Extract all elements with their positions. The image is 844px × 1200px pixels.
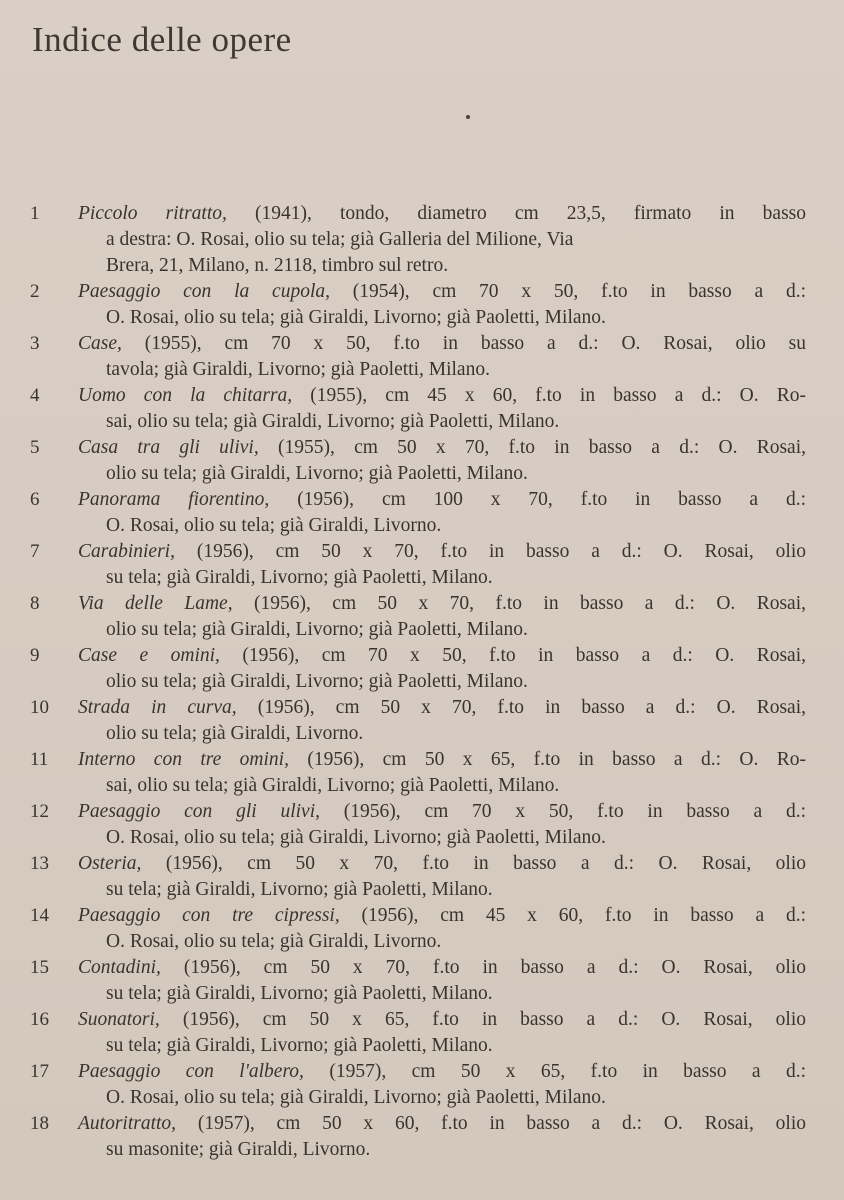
entry-text [78,695,806,747]
entry-title: Paesaggio con la cupola, [78,281,330,302]
entry-details: (1955), cm 45 x 60, f.to in basso a d.: O. Ro- [292,385,806,406]
entry-continuation-line: su masonite; già Giraldi, Livorno. [106,1139,371,1160]
entry-title: Casa tra gli ulivi, [78,437,259,458]
entry-title: Piccolo ritratto, [78,203,227,224]
list-item [0,955,844,1007]
list-item [0,1111,844,1163]
entry-details: (1956), cm 50 x 65, f.to in basso a d.: O. Rosai, olio [159,1009,806,1030]
entry-text [78,851,806,903]
entry-first-line [78,1007,806,1033]
entry-continuation-line: su tela; già Giraldi, Livorno; già Paoletti, Milano. [106,1035,493,1056]
list-item [0,747,844,799]
entry-continuation-line: olio su tela; già Giraldi, Livorno; già Paoletti, Milano. [106,463,528,484]
entry-continuation-line: a destra: O. Rosai, olio su tela; già Galleria del Milione, Via [106,229,574,250]
entry-continuation-line: sai, olio su tela; già Giraldi, Livorno; già Paoletti, Milano. [106,411,560,432]
entry-text [78,1111,806,1163]
entry-title: Contadini, [78,957,161,978]
list-item [0,851,844,903]
list-item [0,435,844,487]
entry-title: Osteria, [78,853,142,874]
entry-title: Paesaggio con gli ulivi, [78,801,320,822]
entry-continuation-line: O. Rosai, olio su tela; già Giraldi, Livorno. [106,515,442,536]
entry-details: (1956), cm 50 x 70, f.to in basso a d.: O. Rosai, [232,593,806,614]
entry-text [78,331,806,383]
entry-number: 6 [30,489,40,510]
entry-first-line [78,487,806,513]
entry-number: 5 [30,437,40,458]
entry-title: Suonatori, [78,1009,160,1030]
entry-number: 8 [30,593,40,614]
entry-text [78,487,806,539]
entry-first-line [78,279,806,305]
entry-title: Case, [78,333,122,354]
list-item [0,591,844,643]
entry-first-line [78,851,806,877]
entry-continuation-line: tavola; già Giraldi, Livorno; già Paoletti, Milano. [106,359,490,380]
stray-dot-mark [466,115,470,119]
entry-number: 14 [30,905,49,926]
entry-number: 17 [30,1061,49,1082]
entry-continuation-line: su tela; già Giraldi, Livorno; già Paoletti, Milano. [106,879,493,900]
entry-title: Strada in curva, [78,697,237,718]
entry-title: Uomo con la chitarra, [78,385,293,406]
entry-text [78,799,806,851]
entry-text [78,435,806,487]
list-item [0,903,844,955]
list-item [0,1059,844,1111]
entry-details: (1957), cm 50 x 65, f.to in basso a d.: [303,1061,806,1082]
entry-number: 15 [30,957,49,978]
entry-text [78,1059,806,1111]
list-item [0,799,844,851]
page-title: Indice delle opere [32,20,292,59]
entry-number: 3 [30,333,40,354]
entry-number: 12 [30,801,49,822]
entry-details: (1956), cm 100 x 70, f.to in basso a d.: [269,489,806,510]
entry-details: (1941), tondo, diametro cm 23,5, firmato in basso [226,203,807,224]
entry-details: (1954), cm 70 x 50, f.to in basso a d.: [329,281,806,302]
entry-first-line [78,955,806,981]
entry-title: Case e omini, [78,645,220,666]
entry-first-line [78,1059,806,1085]
list-item [0,279,844,331]
entry-title: Paesaggio con l'albero, [78,1061,304,1082]
entry-title: Interno con tre omini, [78,749,289,770]
entry-number: 13 [30,853,49,874]
entry-title: Via delle Lame, [78,593,233,614]
entry-number: 1 [30,203,40,224]
entry-text [78,747,806,799]
entry-number: 7 [30,541,40,562]
list-item [0,331,844,383]
entry-text [78,201,806,279]
entry-details: (1956), cm 50 x 70, f.to in basso a d.: O. Rosai, olio [141,853,806,874]
entry-number: 16 [30,1009,49,1030]
entry-text [78,539,806,591]
entry-text [78,903,806,955]
entry-number: 2 [30,281,40,302]
list-item [0,487,844,539]
entry-title: Paesaggio con tre cipressi, [78,905,340,926]
entry-details: (1956), cm 45 x 60, f.to in basso a d.: [339,905,806,926]
entry-continuation-line: O. Rosai, olio su tela; già Giraldi, Livorno; già Paoletti, Milano. [106,827,606,848]
entry-continuation-line: sai, olio su tela; già Giraldi, Livorno; già Paoletti, Milano. [106,775,560,796]
entry-details: (1957), cm 50 x 60, f.to in basso a d.: O. Rosai, olio [176,1113,806,1134]
entry-continuation-line: O. Rosai, olio su tela; già Giraldi, Livorno; già Paoletti, Milano. [106,307,606,328]
list-item [0,643,844,695]
entry-first-line [78,695,806,721]
entry-details: (1956), cm 50 x 70, f.to in basso a d.: O. Rosai, olio [174,541,806,562]
entry-details: (1956), cm 50 x 70, f.to in basso a d.: O. Rosai, [236,697,807,718]
list-item [0,539,844,591]
list-item [0,1007,844,1059]
entry-first-line [78,1111,806,1137]
entry-details: (1955), cm 50 x 70, f.to in basso a d.: O. Rosai, [258,437,806,458]
entry-number: 4 [30,385,40,406]
entry-details: (1956), cm 50 x 70, f.to in basso a d.: O. Rosai, olio [160,957,806,978]
entry-first-line [78,903,806,929]
entry-first-line [78,383,806,409]
entry-first-line [78,539,806,565]
entry-number: 18 [30,1113,49,1134]
entry-text [78,643,806,695]
entry-continuation-line: O. Rosai, olio su tela; già Giraldi, Livorno; già Paoletti, Milano. [106,1087,606,1108]
entry-continuation-line: O. Rosai, olio su tela; già Giraldi, Livorno. [106,931,442,952]
entry-number: 9 [30,645,40,666]
entry-text [78,955,806,1007]
entry-first-line [78,591,806,617]
entry-continuation-line: olio su tela; già Giraldi, Livorno; già Paoletti, Milano. [106,619,528,640]
list-item [0,201,844,279]
entry-title: Autoritratto, [78,1113,177,1134]
entry-details: (1956), cm 50 x 65, f.to in basso a d.: O. Ro- [288,749,806,770]
entry-text [78,591,806,643]
entry-first-line [78,747,806,773]
entry-first-line [78,643,806,669]
entry-text [78,1007,806,1059]
list-item [0,695,844,747]
entry-continuation-line: su tela; già Giraldi, Livorno; già Paoletti, Milano. [106,983,493,1004]
entry-continuation-line: olio su tela; già Giraldi, Livorno. [106,723,364,744]
entry-number: 11 [30,749,49,770]
entry-title: Carabinieri, [78,541,175,562]
list-item [0,383,844,435]
entry-details: (1956), cm 70 x 50, f.to in basso a d.: [319,801,806,822]
entry-first-line [78,799,806,825]
entry-title: Panorama fiorentino, [78,489,270,510]
entry-number: 10 [30,697,49,718]
entry-text [78,383,806,435]
entry-first-line [78,435,806,461]
entry-details: (1955), cm 70 x 50, f.to in basso a d.: O. Rosai, olio su [121,333,806,354]
entry-continuation-line: su tela; già Giraldi, Livorno; già Paoletti, Milano. [106,567,493,588]
entry-text [78,279,806,331]
works-index-list [0,201,844,1163]
entry-first-line [78,331,806,357]
entry-continuation-line: olio su tela; già Giraldi, Livorno; già Paoletti, Milano. [106,671,528,692]
entry-details: (1956), cm 70 x 50, f.to in basso a d.: O. Rosai, [219,645,807,666]
entry-continuation-line: Brera, 21, Milano, n. 2118, timbro sul retro. [106,255,449,276]
entry-first-line [78,201,806,227]
